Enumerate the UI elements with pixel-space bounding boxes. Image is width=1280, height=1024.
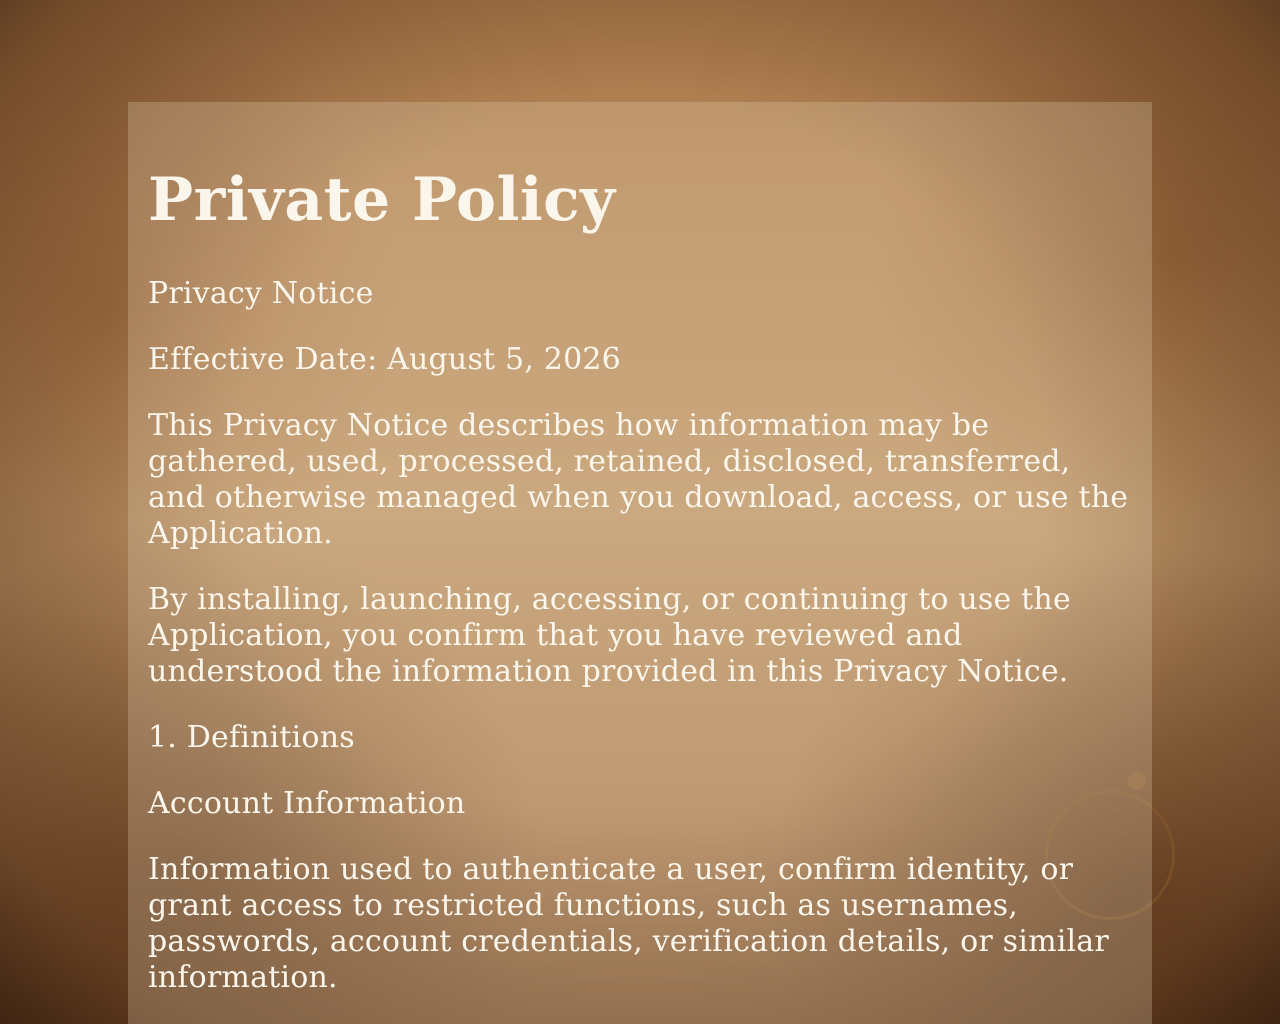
section-heading-definitions: 1. Definitions [148,720,355,755]
definition-account-information: Information used to authenticate a user, confirm identity, or grant access to restricted functions, such as usernames, passwords, account credentials, verification details, or similar information. [148,852,1109,995]
notice-heading: Privacy Notice [148,276,374,311]
page-title: Private Policy [148,165,616,235]
consent-paragraph: By installing, launching, accessing, or continuing to use the Application, you confirm that you have reviewed and understood the information provided in this Privacy Notice. [148,582,1071,689]
effective-date: Effective Date: August 5, 2026 [148,342,621,377]
policy-panel [128,102,1152,1024]
term-account-information: Account Information [148,786,466,821]
intro-paragraph: This Privacy Notice describes how information may be gathered, used, processed, retained, disclosed, transferred, and otherwise managed when you download, access, or use the Application. [148,408,1129,551]
